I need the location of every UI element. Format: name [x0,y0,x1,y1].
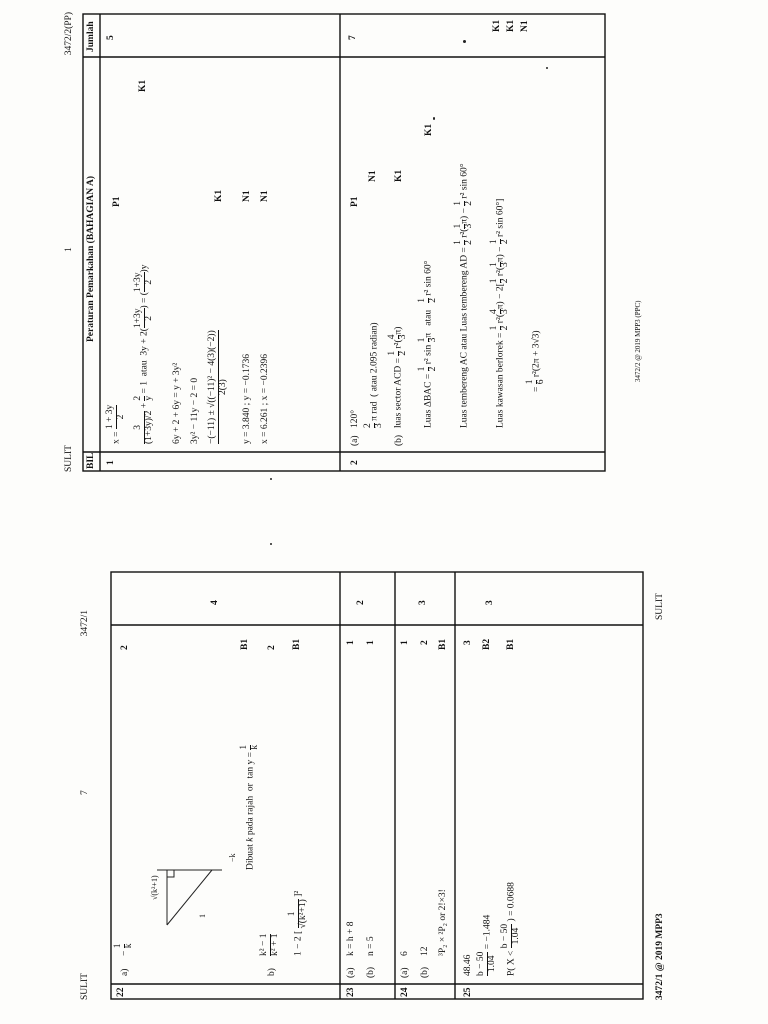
q22-number: 22 [116,987,126,997]
q1-line-6: y = 3.840 ; y = −0.1736 [242,354,252,444]
q1-line-2-mark: K1 [138,79,148,92]
q24a-answer: 6 [400,951,410,956]
q24b-answer: 12 [420,946,430,956]
q1-line-1-mark: P1 [112,196,122,207]
q2a-mark: P1 [350,196,360,207]
q25-working-2-mark: B1 [506,638,516,650]
q25-number: 25 [463,987,473,997]
q22-diagram-side: 1 [198,914,207,918]
q1-number: 1 [106,460,116,465]
left-table-grid [110,570,645,1000]
right-header-sulit: SULIT [64,445,74,472]
q2a-answer: 120° [350,409,360,428]
left-footer-sulit: SULIT [655,593,665,620]
q2b-sector: luas sector ACD = 1 2 r²( 4 3 π) [387,326,408,428]
q25-answer-mark: 3 [463,640,473,645]
q25-working-2: P( X < b − 50 1.04 ) = 0.0688 [500,882,521,976]
col-title-header: Peraturan Pemarkahan (BAHAGIAN A) [86,176,96,342]
q23b-answer: n = 5 [366,936,376,956]
q22b-answer: k² − 1 k² + 1 [259,933,280,956]
q24b-working: ³P₂ × ²P₂ or 2!×3! [438,889,448,956]
q23a-answer: k = h + 8 [346,921,356,956]
q24b-label: (b) [420,966,430,978]
q2b-final-mark: N1 [520,20,530,32]
q24b-mark: 2 [420,640,430,645]
q22-triangle-diagram [152,840,232,930]
right-footer-code: 3472/2 @ 2019 MPP3 (PPC) [634,300,642,382]
q22-total: 4 [210,600,220,605]
q2b-triangle-mark: K1 [424,123,434,136]
q24b-working-mark: B1 [438,638,448,650]
q1-line-5: −(−11) ± √((−11)² − 4(3)(−2)) 2(3) [207,330,228,444]
q23b-mark: 1 [366,640,376,645]
q1-line-7-mark: N1 [260,190,270,202]
q2a-radian: 2 3 π rad ( atau 2.095 radian) [363,322,384,428]
right-header-page: 1 [64,247,74,252]
q2b-segment: Luas tembereng AC atau Luas tembereng AD = 1 2 r²( 1 3 π) − 1 2 r² sin 60° [453,163,474,428]
q23b-label: (b) [366,966,376,978]
q1-total: 5 [106,35,116,40]
q2a-label: (a) [350,435,360,446]
q25-total: 3 [485,600,495,605]
q23a-label: (a) [346,967,356,978]
q2b-segment-mark: K1 [492,19,502,32]
q22b-mark: 2 [267,645,277,650]
q24-number: 24 [400,987,410,997]
q2-total: 7 [348,35,358,40]
q22-diagram-base: −k [228,853,237,862]
q24a-mark: 1 [400,640,410,645]
q22-diagram-hyp: √(k²+1) [150,875,159,900]
q1-line-2: 3 (1+3y)/2 + 2 y = 1 atau 3y + 2( 1+3y 2 ) = ( 1+3y 2 )y [133,264,154,444]
left-page [80,593,665,1000]
q22b-label: b) [267,968,277,976]
q1-line-4: 3y² − 11y − 2 = 0 [190,377,200,444]
q23-total: 2 [356,600,366,605]
right-page [64,12,642,472]
q24-total: 3 [418,600,428,605]
q22a-answer: − 1 k [113,943,134,956]
q23-number: 23 [346,987,356,997]
q1-line-3: 6y + 2 + 6y = y + 3y² [172,362,182,444]
left-footer-code: 3472/1 @ 2019 MPP3 [655,913,665,1000]
col-bil-header: BIL [86,452,96,469]
q1-line-6-mark: N1 [242,190,252,202]
right-header [64,12,78,472]
right-header-code: 3472/2(PP) [64,12,74,56]
q2b-shaded-mark: K1 [506,19,516,32]
q25-working-1-mark: B2 [482,638,492,650]
q2b-triangle: Luas ΔBAC = 1 2 r² sin 1 3 π atau 1 2 r² sin 60° [417,260,438,428]
col-total-header: Jumlah [86,21,96,52]
q1-line-7: x = 6.261 ; x = −0.2396 [260,354,270,444]
q22b-working-mark: B1 [292,638,302,650]
q2a-radian-mark: N1 [368,170,378,182]
q22-working-1-mark: B1 [240,638,250,650]
q22b-working: 1 − 2 [ 1 √(k²+1) ]² [287,890,308,956]
q2-number: 2 [350,460,360,465]
left-header-page: 7 [80,790,90,795]
q2b-shaded: Luas kawasan berlorek = 1 2 r²( 4 3 π) − 2[ 1 2 r²( 1 3 π) − 1 2 r² sin 60°] [489,198,510,428]
q2b-sector-mark: K1 [394,169,404,182]
left-header [80,610,94,1000]
left-header-sulit: SULIT [80,973,90,1000]
q22a-mark: 2 [120,645,130,650]
q25-working-1: b − 50 1.04 = −1.484 [476,914,497,976]
q1-line-5-mark: K1 [214,189,224,202]
q2b-label: (b) [394,434,404,446]
q1-line-1: x = 1 + 3y 2 [105,404,126,444]
q25-answer: 48.46 [463,954,473,976]
scan-speck [270,478,272,480]
right-table-grid [82,12,622,472]
q22a-label: a) [120,968,130,976]
q23a-mark: 1 [346,640,356,645]
left-header-code: 3472/1 [80,610,90,637]
scan-speck [270,543,272,545]
q24a-label: (a) [400,967,410,978]
q22-working-1: Dibuat k pada rajah or tan y = 1 k [239,744,260,870]
q2b-final: = 1 6 r²(2π + 3√3) [525,330,546,392]
